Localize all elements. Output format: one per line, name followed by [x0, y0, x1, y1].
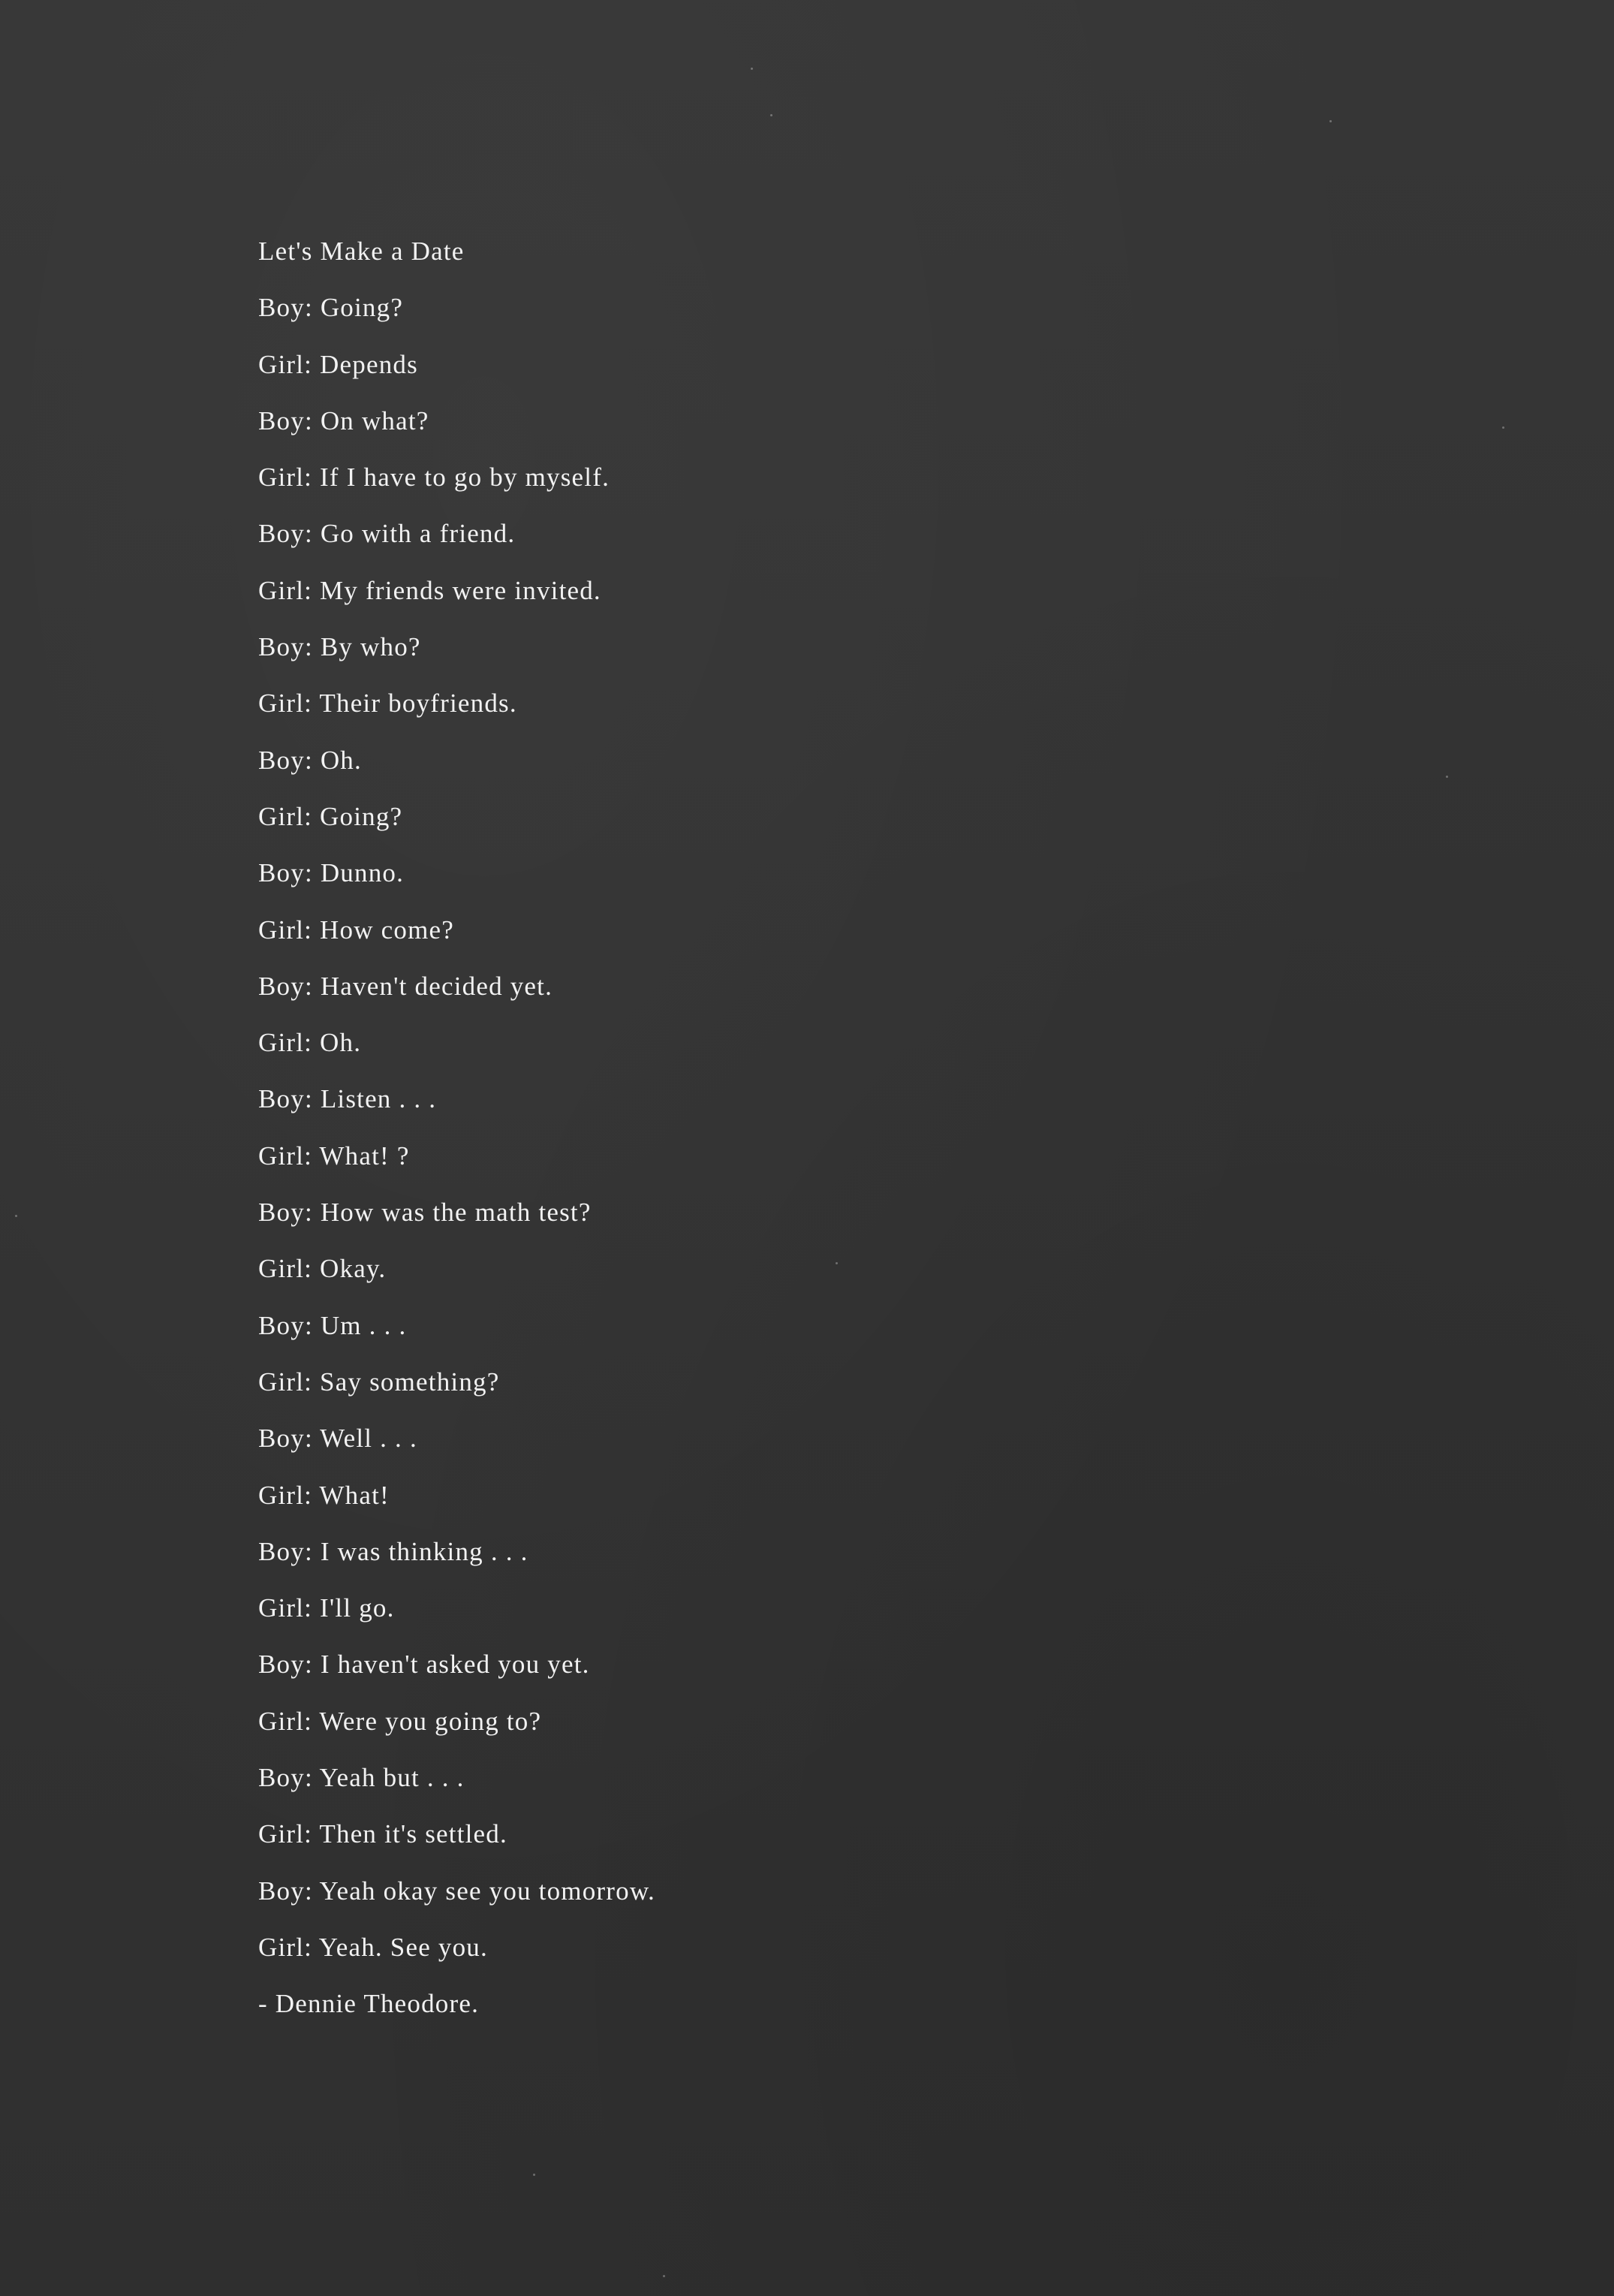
- dialogue-line: Girl: I'll go.: [258, 1593, 395, 1623]
- dialogue-line: Girl: Say something?: [258, 1366, 500, 1397]
- dialogue-line: Boy: By who?: [258, 632, 421, 662]
- paper-speck: [1502, 426, 1504, 429]
- author-signature: - Dennie Theodore.: [258, 1989, 480, 2019]
- paper-speck: [751, 68, 753, 70]
- dialogue-line: Girl: Oh.: [258, 1028, 362, 1058]
- dialogue-line: Girl: Depends: [258, 349, 418, 379]
- dialogue-line: Girl: What! ?: [258, 1140, 410, 1171]
- dialogue-line: Girl: Were you going to?: [258, 1706, 542, 1736]
- dialogue-line: Boy: Haven't decided yet.: [258, 971, 553, 1001]
- dialogue-line: Boy: How was the math test?: [258, 1198, 592, 1228]
- dialogue-line: Boy: Going?: [258, 293, 404, 323]
- poem-title: Let's Make a Date: [258, 237, 465, 266]
- dialogue-line: Girl: Okay.: [258, 1254, 387, 1284]
- dialogue-line: Girl: My friends were invited.: [258, 575, 601, 605]
- dialogue-line: Boy: Yeah but . . .: [258, 1763, 465, 1793]
- dialogue-line: Girl: Going?: [258, 801, 403, 831]
- dialogue-line: Girl: Yeah. See you.: [258, 1932, 488, 1962]
- dialogue-line: Boy: I haven't asked you yet.: [258, 1650, 590, 1680]
- dialogue-line: Boy: Well . . .: [258, 1424, 417, 1454]
- dialogue-line: Boy: Listen . . .: [258, 1084, 437, 1114]
- poem-body: [258, 229, 1234, 2038]
- paper-speck: [1446, 776, 1448, 778]
- paper-speck: [15, 1215, 17, 1217]
- dialogue-line: Girl: How come?: [258, 914, 454, 945]
- dialogue-line: Girl: If I have to go by myself.: [258, 463, 610, 493]
- dialogue-line: Boy: Go with a friend.: [258, 519, 516, 549]
- paper-speck: [770, 114, 772, 116]
- dialogue-line: Girl: Then it's settled.: [258, 1819, 507, 1849]
- dialogue-line: Girl: Their boyfriends.: [258, 688, 517, 719]
- dialogue-line: Boy: Oh.: [258, 745, 362, 775]
- paper-speck: [836, 1262, 838, 1264]
- paper-speck: [1329, 120, 1332, 122]
- dialogue-line: Boy: I was thinking . . .: [258, 1536, 528, 1566]
- dialogue-line: Boy: Um . . .: [258, 1310, 407, 1340]
- dialogue-line: Boy: On what?: [258, 405, 429, 435]
- paper-speck: [533, 2174, 535, 2176]
- dialogue-line: Boy: Dunno.: [258, 858, 405, 888]
- dialogue-line: Boy: Yeah okay see you tomorrow.: [258, 1876, 655, 1906]
- dialogue-line: Girl: What!: [258, 1480, 390, 1510]
- paper-speck: [663, 2275, 665, 2277]
